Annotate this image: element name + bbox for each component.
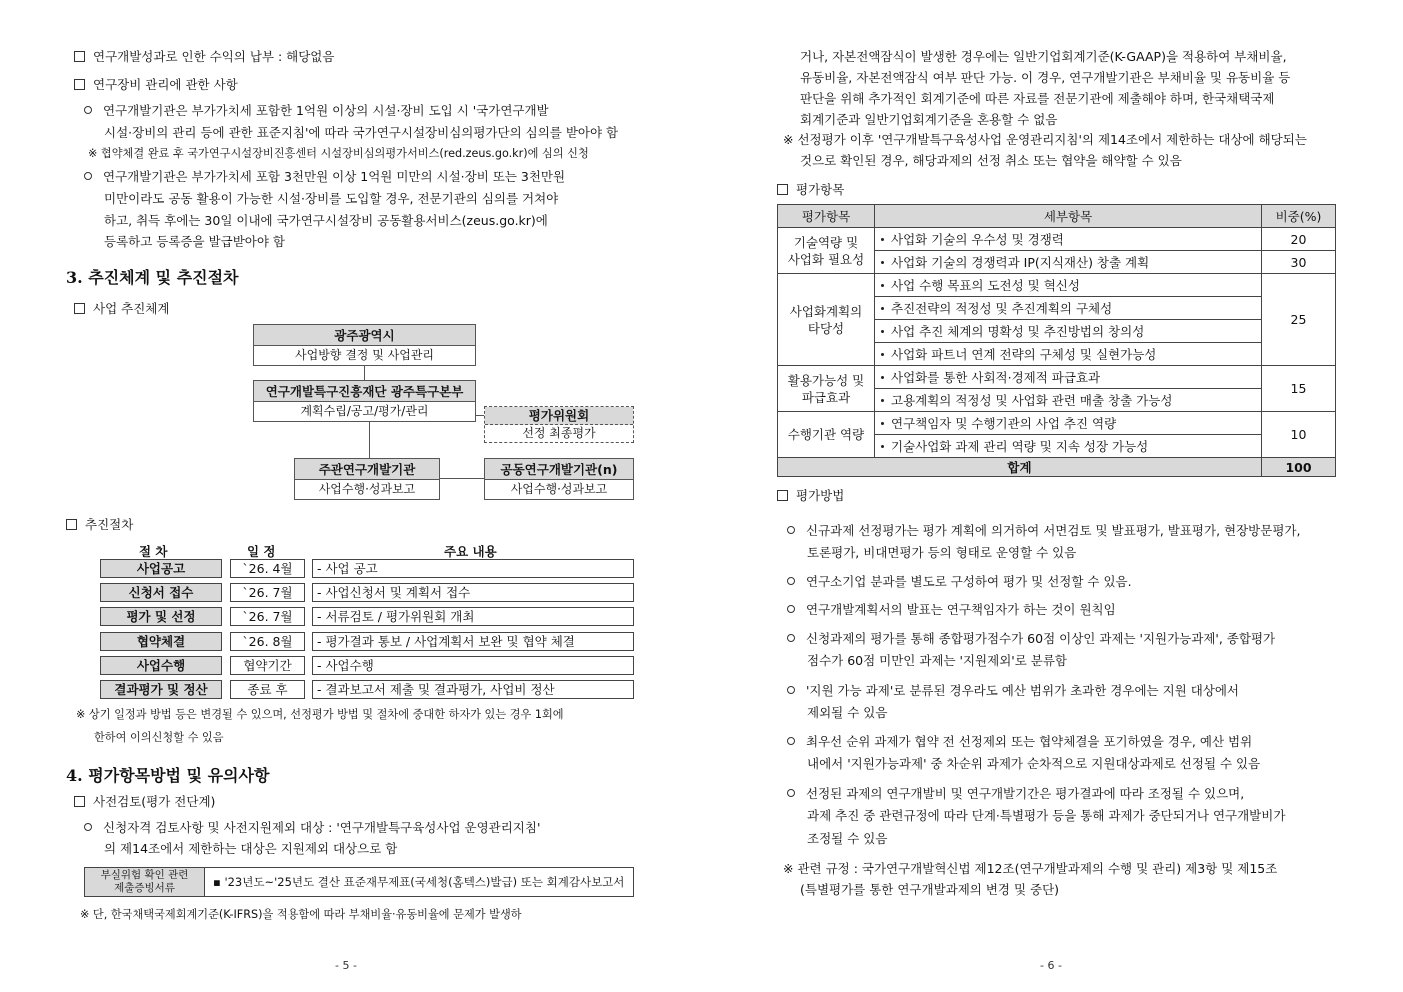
table-header: 평가항목 [778,205,875,228]
org-box-body: 선정 최종평가 [522,426,596,440]
item-text: 추진전략의 적정성 및 추진계획의 구체성 [891,301,1113,316]
note-regulation: ※ 관련 규정 : 국가연구개발혁신법 제12조(연구개발과제의 수행 및 관리) 제3항 및 제15조 [783,861,1278,876]
eval-item [875,251,1262,274]
procedure-content: - 평가결과 통보 / 사업계획서 보완 및 협약 체결 [312,632,634,651]
item-equipment-2 [84,168,565,186]
eval-item [875,343,1262,366]
eval-item [875,228,1262,251]
eval-item [875,366,1262,389]
table-header: 세부항목 [875,205,1262,228]
procedure-header-date: 일 정 [247,544,276,559]
square-bullet-icon [74,79,85,90]
org-box-body: 사업수행·성과보고 [510,482,608,496]
item-text: 사업화 기술의 경쟁력과 IP(지식재산) 창출 계획 [891,255,1150,270]
org-box-title: 공동연구개발기관(n) [485,459,633,480]
table-row [778,274,1336,297]
square-bullet-icon [777,184,788,195]
table-row [778,366,1336,389]
required-documents-value: ▪ '23년도~'25년도 결산 표준재무제표(국세청(홈텍스)발급) 또는 회계감사보고서 [213,875,625,889]
page-number: - 5 - [335,959,357,972]
eval-weight: 30 [1262,251,1336,274]
bullet-dot-icon [881,399,884,402]
procedure-step: 협약체결 [100,632,222,651]
circle-bullet-icon [84,106,92,114]
required-documents-label [85,868,205,896]
required-documents-box [84,867,634,897]
circle-bullet-icon [787,686,795,694]
circle-bullet-icon [84,172,92,180]
method-item-4-cont: 점수가 60점 미만인 과제는 '지원제외'로 분류함 [807,653,1067,668]
continued-text: 판단을 위해 추가적인 회계기준에 따른 자료를 전문기관에 제출해야 하며, 한국채택국제 [800,91,1275,106]
section-eval-items [777,181,844,199]
eval-item [875,297,1262,320]
label-line: 부실위험 확인 관련 [100,869,189,881]
item-text: 신규과제 선정평가는 평가 계획에 의거하여 서면검토 및 발표평가, 발표평가, 현장방문평가, [806,523,1301,538]
item-text: 사업화를 통한 사회적·경제적 파급효과 [891,370,1101,385]
eval-weight: 20 [1262,228,1336,251]
procedure-content: - 사업 공고 [312,559,634,578]
section-structure [74,300,169,318]
item-prereview-cont: 의 제14조에서 제한하는 대상은 지원제외 대상으로 함 [104,841,398,856]
eval-category [778,412,875,458]
note-selection-cont: 것으로 확인된 경우, 해당과제의 선정 취소 또는 협약을 해약할 수 있음 [800,153,1182,168]
method-item-1-cont: 토론평가, 비대면평가 등의 형태로 운영할 수 있음 [807,545,1077,560]
item-text: 연구책임자 및 수행기관의 사업 추진 역량 [891,416,1117,431]
method-item-7-cont: 과제 추진 중 관련규정에 따라 단계·특별평가 등을 통해 과제가 중단되거나 연구개발비가 [807,808,1286,823]
method-item-5 [787,682,1239,700]
bullet-dot-icon [881,376,884,379]
table-total-row [778,458,1336,477]
category-line: 활용가능성 및 [787,372,865,388]
org-box-title: 광주광역시 [254,325,475,346]
org-box-title: 주관연구개발기관 [295,459,439,480]
eval-item [875,435,1262,458]
bullet-dot-icon [881,307,884,310]
circle-bullet-icon [787,789,795,797]
procedure-step: 평가 및 선정 [100,607,222,626]
section-equipment [74,76,238,94]
method-item-4 [787,630,1275,648]
circle-bullet-icon [787,737,795,745]
total-value: 100 [1262,458,1336,477]
eval-item [875,389,1262,412]
org-box-gwangju [253,324,476,366]
method-item-7 [787,785,1244,803]
org-box-committee [484,406,634,443]
continued-text: 거나, 자본전액잠식이 발생한 경우에는 일반기업회계기준(K-GAAP)을 적용하여 부채비율, [800,49,1287,64]
eval-weight: 10 [1262,412,1336,458]
procedure-date: `26. 7월 [230,607,305,626]
item-text: 신청자격 검토사항 및 사전지원제외 대상 : '연구개발특구육성사업 운영관리지침' [103,820,541,835]
continued-text: 유동비율, 자본전액잠식 여부 판단 가능. 이 경우, 연구개발기관은 부채비율 및 유동비율 등 [800,70,1291,85]
square-bullet-icon [777,490,788,501]
procedure-step: 사업공고 [100,559,222,578]
connector-line [369,422,370,458]
page-6 [703,0,1403,992]
bullet-dot-icon [881,353,884,356]
label-line: 제출증빙서류 [114,882,175,894]
square-bullet-icon [74,303,85,314]
item-equipment-2-cont: 미만이라도 공동 활용이 가능한 시설·장비를 도입할 경우, 전문기관의 심의를 거쳐야 [104,191,559,206]
evaluation-table [777,204,1336,477]
section-procedure [66,516,133,534]
square-bullet-icon [74,796,85,807]
item-text: 고용계획의 적정성 및 사업화 관련 매출 창출 가능성 [891,393,1173,408]
method-item-3 [787,601,1116,619]
eval-category [778,366,875,412]
procedure-date: `26. 8월 [230,632,305,651]
item-text: 연구소기업 분과를 별도로 구성하여 평가 및 선정할 수 있음. [806,574,1132,589]
method-item-2 [787,573,1132,591]
heading-3: 3. 추진체계 및 추진절차 [66,268,239,287]
method-item-6 [787,733,1252,751]
continued-text: 회계기준과 일반기업회계기준을 혼용할 수 없음 [800,112,1058,127]
procedure-step: 사업수행 [100,656,222,675]
section-text: 평가방법 [796,488,845,503]
note-regulation-cont: (특별평가를 통한 연구개발과제의 변경 및 중단) [800,882,1060,897]
connector-line [440,478,484,479]
table-header-row [778,205,1336,228]
table-row [778,412,1336,435]
section-text: 연구장비 관리에 관한 사항 [93,77,238,92]
bullet-dot-icon [881,422,884,425]
eval-weight: 15 [1262,366,1336,412]
bullet-dot-icon [881,330,884,333]
circle-bullet-icon [787,526,795,534]
circle-bullet-icon [787,634,795,642]
table-header: 비중(%) [1262,205,1336,228]
section-prereview [74,793,215,811]
total-label: 합계 [778,458,1262,477]
section-revenue-payment [74,48,334,66]
circle-bullet-icon [84,823,92,831]
procedure-header-content: 주요 내용 [444,544,497,559]
page-number: - 6 - [1040,959,1062,972]
procedure-content: - 결과보고서 제출 및 결과평가, 사업비 정산 [312,680,634,699]
method-item-1 [787,522,1300,540]
category-line: 기술역량 및 [793,234,859,250]
section-text: 사전검토(평가 전단계) [93,794,216,809]
item-text: 신청과제의 평가를 통해 종합평가점수가 60점 이상인 과제는 '지원가능과제', 종합평가 [806,631,1276,646]
category-line: 수행기관 역량 [787,427,865,442]
circle-bullet-icon [787,577,795,585]
category-line: 사업화 필요성 [787,251,865,267]
procedure-date: 종료 후 [230,680,305,699]
section-text: 사업 추진체계 [93,301,170,316]
procedure-content: - 사업신청서 및 계획서 접수 [312,583,634,602]
section-text: 연구개발성과로 인한 수익의 납부 : 해당없음 [93,49,335,64]
category-line: 타당성 [807,320,845,336]
bullet-dot-icon [881,238,884,241]
note-schedule-cont: 한하여 이의신청할 수 있음 [94,731,224,744]
item-text: 최우선 순위 과제가 협약 전 선정제외 또는 협약체결을 포기하였을 경우, 예산 범위 [806,734,1253,749]
section-text: 평가항목 [796,182,845,197]
bullet-dot-icon [881,261,884,264]
org-box-joint-institution [484,458,634,500]
item-text: 연구개발기관은 부가가치세 포함 3천만원 이상 1억원 미만의 시설·장비 또는 3천만원 [103,169,566,184]
note-selection: ※ 선정평가 이후 '연구개발특구육성사업 운영관리지침'의 제14조에서 제한하는 대상에 해당되는 [783,132,1307,147]
procedure-step: 결과평가 및 정산 [100,680,222,699]
category-line: 사업화계획의 [789,303,863,319]
note-schedule: ※ 상기 일정과 방법 등은 변경될 수 있으며, 선정평가 방법 및 절차에 중대한 하자가 있는 경우 1회에 [76,708,564,721]
method-item-6-cont: 내에서 '지원가능과제' 중 차순위 과제가 순차적으로 지원대상과제로 선정될 수 있음 [807,756,1261,771]
bullet-dot-icon [881,445,884,448]
item-text: 기술사업화 과제 관리 역량 및 지속 성장 가능성 [891,439,1149,454]
heading-4: 4. 평가항목방법 및 유의사항 [66,766,270,785]
item-text: 연구개발기관은 부가가치세 포함한 1억원 이상의 시설·장비 도입 시 '국가연구개발 [103,103,549,118]
page-5 [0,0,700,992]
square-bullet-icon [66,519,77,530]
item-equipment-1-cont: 시설·장비의 관리 등에 관한 표준지침'에 따라 국가연구시설장비심의평가단의 심의를 받아야 함 [104,125,619,140]
item-text: '지원 가능 과제'로 분류된 경우라도 예산 범위가 초과한 경우에는 지원 대상에서 [806,683,1240,698]
bullet-dot-icon [881,284,884,287]
org-box-lead-institution [294,458,440,500]
item-text: 사업 추진 체계의 명확성 및 추진방법의 창의성 [891,324,1145,339]
connector-line [364,366,365,380]
item-text: 선정된 과제의 연구개발비 및 연구개발기간은 평가결과에 따라 조정될 수 있으며, [806,786,1245,801]
procedure-content: - 서류검토 / 평가위원회 개최 [312,607,634,626]
item-prereview [84,819,540,837]
org-box-title: 연구개발특구진흥재단 광주특구본부 [254,381,475,402]
item-text: 사업화 기술의 우수성 및 경쟁력 [891,232,1064,247]
procedure-step: 신청서 접수 [100,583,222,602]
procedure-date: 협약기간 [230,656,305,675]
square-bullet-icon [74,51,85,62]
method-item-7-cont: 조정될 수 있음 [807,831,888,846]
procedure-date: `26. 7월 [230,583,305,602]
eval-item [875,274,1262,297]
item-text: 사업화 파트너 연계 전략의 구체성 및 실현가능성 [891,347,1157,362]
item-equipment-1 [84,102,549,120]
org-box-body: 계획수립/공고/평가/관리 [300,404,429,418]
section-text: 추진절차 [85,517,134,532]
connector-line [476,415,484,416]
item-equipment-2-cont: 하고, 취득 후에는 30일 이내에 국가연구시설장비 공동활용서비스(zeus.go.kr)에 [104,213,548,228]
item-text: 사업 수행 목표의 도전성 및 혁신성 [891,278,1080,293]
item-text: 연구개발계획서의 발표는 연구책임자가 하는 것이 원칙임 [806,602,1116,617]
section-eval-method [777,487,844,505]
org-box-innopolis [253,380,476,422]
eval-item [875,412,1262,435]
eval-category [778,274,875,366]
category-line: 파급효과 [801,389,851,405]
procedure-header-step: 절 차 [139,544,168,559]
org-box-body: 사업수행·성과보고 [318,482,416,496]
item-equipment-2-cont: 등록하고 등록증을 발급받아야 함 [104,234,285,249]
org-box-title: 평가위원회 [485,407,633,425]
circle-bullet-icon [787,605,795,613]
note-equipment: ※ 협약체결 완료 후 국가연구시설장비진흥센터 시설장비심의평가서비스(red.zeus.go.kr)에 심의 신청 [88,147,589,160]
eval-item [875,320,1262,343]
procedure-date: `26. 4월 [230,559,305,578]
method-item-5-cont: 제외될 수 있음 [807,705,888,720]
org-box-body: 사업방향 결정 및 사업관리 [295,348,434,362]
eval-category [778,228,875,274]
table-row [778,228,1336,251]
procedure-content: - 사업수행 [312,656,634,675]
eval-weight: 25 [1262,274,1336,366]
note-ifrs: ※ 단, 한국채택국제회계기준(K-IFRS)을 적용함에 따라 부채비율·유동비율에 문제가 발생하 [80,908,522,921]
